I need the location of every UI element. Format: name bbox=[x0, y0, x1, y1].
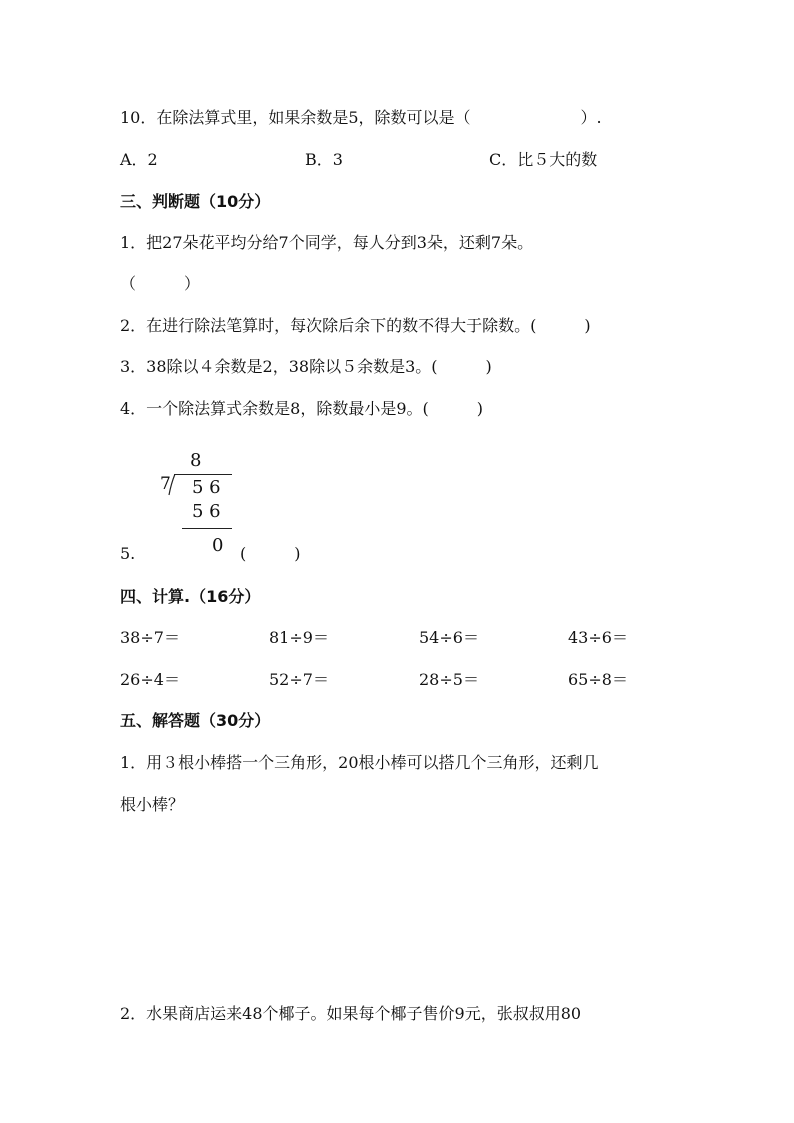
sec3-item-3: 3．38除以４余数是2，38除以５余数是3。( ) bbox=[120, 357, 492, 376]
ld-divisor: 7 bbox=[160, 474, 171, 494]
calc-r1-c2: 81÷9＝ bbox=[269, 628, 329, 647]
ld-remainder: 0 bbox=[212, 535, 224, 556]
sec3-item-5-paren: ( ) bbox=[240, 544, 301, 563]
section-4-title: 四、计算.（16分） bbox=[120, 587, 261, 606]
ld-top-line bbox=[174, 474, 232, 475]
sec5-q1-line2: 根小棒？ bbox=[120, 795, 185, 814]
sec3-item-1-paren: （ ） bbox=[120, 274, 201, 293]
section-5-title: 五、解答题（30分） bbox=[120, 711, 271, 730]
ld-dividend: 5 6 bbox=[192, 477, 221, 498]
calc-r1-c3: 54÷6＝ bbox=[419, 628, 479, 647]
ld-bracket bbox=[168, 474, 178, 496]
q10-option-c: C．比５大的数 bbox=[489, 150, 598, 169]
q10-option-b: B．3 bbox=[305, 150, 343, 169]
ld-product: 5 6 bbox=[192, 501, 221, 522]
sec5-q2-line1: 2．水果商店运来48个椰子。如果每个椰子售价9元，张叔叔用80 bbox=[120, 1004, 582, 1023]
calc-r2-c2: 52÷7＝ bbox=[269, 670, 329, 689]
q10-stem-text: 10．在除法算式里，如果余数是5，除数可以是（ bbox=[120, 108, 471, 127]
section-3-title: 三、判断题（10分） bbox=[120, 192, 271, 211]
sec3-item-1: 1．把27朵花平均分给7个同学，每人分到3朵，还剩7朵。 bbox=[120, 233, 534, 252]
calc-r1-c1: 38÷7＝ bbox=[120, 628, 180, 647]
sec3-item-5-label: 5. bbox=[120, 544, 136, 563]
calc-r2-c4: 65÷8＝ bbox=[568, 670, 628, 689]
ld-bottom-line bbox=[182, 528, 232, 529]
calc-r2-c3: 28÷5＝ bbox=[419, 670, 479, 689]
sec3-item-4: 4．一个除法算式余数是8，除数最小是9。( ) bbox=[120, 399, 484, 418]
q10-close: ）. bbox=[580, 108, 602, 127]
q10-option-a: A．2 bbox=[120, 150, 158, 169]
calc-r1-c4: 43÷6＝ bbox=[568, 628, 628, 647]
q10-stem bbox=[120, 107, 602, 129]
sec5-q1-line1: 1．用３根小棒搭一个三角形，20根小棒可以搭几个三角形，还剩几 bbox=[120, 753, 599, 772]
sec3-item-2: 2．在进行除法笔算时，每次除后余下的数不得大于除数。( ) bbox=[120, 316, 591, 335]
ld-quotient: 8 bbox=[190, 450, 202, 471]
calc-r2-c1: 26÷4＝ bbox=[120, 670, 180, 689]
